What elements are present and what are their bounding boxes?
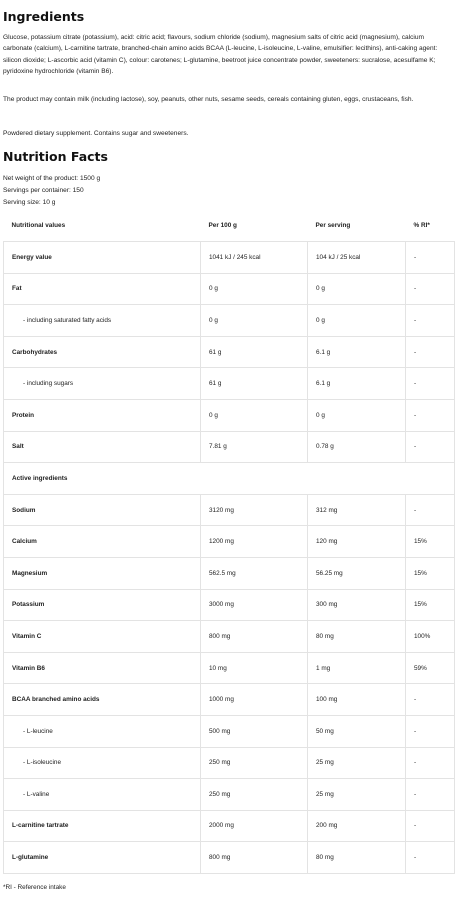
table-section-row	[4, 463, 455, 495]
ri-value: 15%	[406, 557, 455, 589]
per-serving-value: 200 mg	[308, 810, 406, 842]
table-row	[4, 842, 455, 874]
ri-value: -	[406, 305, 455, 337]
table-row	[4, 589, 455, 621]
ri-value: -	[406, 242, 455, 274]
table-row	[4, 305, 455, 337]
nutrient-name: Salt	[4, 431, 201, 463]
ri-value: -	[406, 273, 455, 305]
nutrient-name: - L-valine	[4, 779, 201, 811]
ri-value: -	[406, 779, 455, 811]
per-100g-value: 2000 mg	[201, 810, 308, 842]
per-100g-value: 61 g	[201, 336, 308, 368]
nutrient-name: BCAA branched amino acids	[4, 684, 201, 716]
nutrient-name: Sodium	[4, 494, 201, 526]
ri-value: -	[406, 684, 455, 716]
per-100g-value: 800 mg	[201, 842, 308, 874]
nutrient-name: Vitamin B6	[4, 652, 201, 684]
nutrition-heading: Nutrition Facts	[3, 149, 108, 164]
allergens-text: The product may contain milk (including lactose), soy, peanuts, other nuts, sesame seeds, cereals containing gluten, eggs, crustaceans, fish.	[3, 96, 414, 103]
per-100g-value: 1200 mg	[201, 526, 308, 558]
ri-value: -	[406, 368, 455, 400]
table-row	[4, 273, 455, 305]
per-100g-value: 1000 mg	[201, 684, 308, 716]
ri-value: -	[406, 810, 455, 842]
serving-size: Serving size: 10 g	[3, 199, 56, 206]
table-row	[4, 242, 455, 274]
ri-value: 59%	[406, 652, 455, 684]
per-serving-value: 0 g	[308, 273, 406, 305]
per-serving-value: 25 mg	[308, 779, 406, 811]
per-serving-value: 312 mg	[308, 494, 406, 526]
per-serving-value: 80 mg	[308, 842, 406, 874]
ri-value: -	[406, 336, 455, 368]
per-serving-value: 6.1 g	[308, 336, 406, 368]
per-serving-value: 6.1 g	[308, 368, 406, 400]
ri-value: 100%	[406, 621, 455, 653]
column-header-nutritional-values: Nutritional values	[4, 210, 201, 242]
per-serving-value: 120 mg	[308, 526, 406, 558]
table-row	[4, 810, 455, 842]
table-row	[4, 715, 455, 747]
nutrient-name: Protein	[4, 399, 201, 431]
nutrition-table-header	[4, 210, 455, 242]
ri-value: 15%	[406, 526, 455, 558]
column-header-per-serving: Per serving	[308, 210, 406, 242]
ri-value: -	[406, 494, 455, 526]
per-100g-value: 250 mg	[201, 747, 308, 779]
per-serving-value: 104 kJ / 25 kcal	[308, 242, 406, 274]
ri-value: -	[406, 399, 455, 431]
table-row	[4, 526, 455, 558]
per-serving-value: 1 mg	[308, 652, 406, 684]
per-100g-value: 500 mg	[201, 715, 308, 747]
nutrient-name: Energy value	[4, 242, 201, 274]
nutrient-name: Fat	[4, 273, 201, 305]
per-serving-value: 25 mg	[308, 747, 406, 779]
section-label: Active ingredients	[4, 463, 455, 495]
table-row	[4, 399, 455, 431]
per-100g-value: 562.5 mg	[201, 557, 308, 589]
nutrient-name: - including saturated fatty acids	[4, 305, 201, 337]
ingredients-heading: Ingredients	[3, 9, 85, 24]
ri-value: -	[406, 431, 455, 463]
nutrient-name: - L-isoleucine	[4, 747, 201, 779]
table-row	[4, 652, 455, 684]
table-row	[4, 336, 455, 368]
per-serving-value: 50 mg	[308, 715, 406, 747]
per-100g-value: 0 g	[201, 399, 308, 431]
nutrient-name: - including sugars	[4, 368, 201, 400]
net-weight: Net weight of the product: 1500 g	[3, 175, 101, 182]
table-row	[4, 431, 455, 463]
per-100g-value: 7.81 g	[201, 431, 308, 463]
nutrient-name: Carbohydrates	[4, 336, 201, 368]
nutrition-table-body	[4, 242, 455, 874]
ri-value: -	[406, 715, 455, 747]
table-row	[4, 684, 455, 716]
nutrient-name: Magnesium	[4, 557, 201, 589]
nutrient-name: Vitamin C	[4, 621, 201, 653]
per-serving-value: 100 mg	[308, 684, 406, 716]
per-serving-value: 0 g	[308, 305, 406, 337]
per-100g-value: 800 mg	[201, 621, 308, 653]
nutrient-name: Calcium	[4, 526, 201, 558]
table-row	[4, 779, 455, 811]
per-100g-value: 0 g	[201, 305, 308, 337]
per-100g-value: 1041 kJ / 245 kcal	[201, 242, 308, 274]
table-row	[4, 557, 455, 589]
ri-value: -	[406, 747, 455, 779]
ri-footnote: *RI - Reference intake	[3, 884, 66, 891]
per-serving-value: 56.25 mg	[308, 557, 406, 589]
table-row	[4, 621, 455, 653]
per-serving-value: 0.78 g	[308, 431, 406, 463]
per-serving-value: 0 g	[308, 399, 406, 431]
per-100g-value: 0 g	[201, 273, 308, 305]
nutrition-table	[3, 210, 455, 874]
column-header-ri: % RI*	[406, 210, 455, 242]
nutrient-name: Potassium	[4, 589, 201, 621]
nutrient-name: L-carnitine tartrate	[4, 810, 201, 842]
table-row	[4, 747, 455, 779]
nutrient-name: - L-leucine	[4, 715, 201, 747]
per-100g-value: 3120 mg	[201, 494, 308, 526]
ri-value: -	[406, 842, 455, 874]
supplement-text: Powdered dietary supplement. Contains sugar and sweeteners.	[3, 130, 189, 137]
ri-value: 15%	[406, 589, 455, 621]
table-row	[4, 494, 455, 526]
servings-per-container: Servings per container: 150	[3, 187, 84, 194]
column-header-per-100g: Per 100 g	[201, 210, 308, 242]
per-100g-value: 250 mg	[201, 779, 308, 811]
per-100g-value: 10 mg	[201, 652, 308, 684]
per-100g-value: 61 g	[201, 368, 308, 400]
per-serving-value: 80 mg	[308, 621, 406, 653]
table-row	[4, 368, 455, 400]
per-100g-value: 3000 mg	[201, 589, 308, 621]
per-serving-value: 300 mg	[308, 589, 406, 621]
nutrient-name: L-glutamine	[4, 842, 201, 874]
ingredients-text: Glucose, potassium citrate (potassium), acid: citric acid; flavours, sodium chloride (sodium), magnesium salts of citric acid (magnesium), calcium carbonate (calcium), L-carnitine tartrate, branched-chain amino acids BCAA (L-leucine, L-isoleucine, L-valine, emulsifier: lecithins), anti-caking agent: silicon dioxide; L-ascorbic acid (vitamin C), colour: carotenes; L-glutamine, beetroot juice concentrate powder, sweeteners: sucralose, acesulfame K; pyridoxine hydrochloride (vitamin B6).	[3, 34, 438, 76]
